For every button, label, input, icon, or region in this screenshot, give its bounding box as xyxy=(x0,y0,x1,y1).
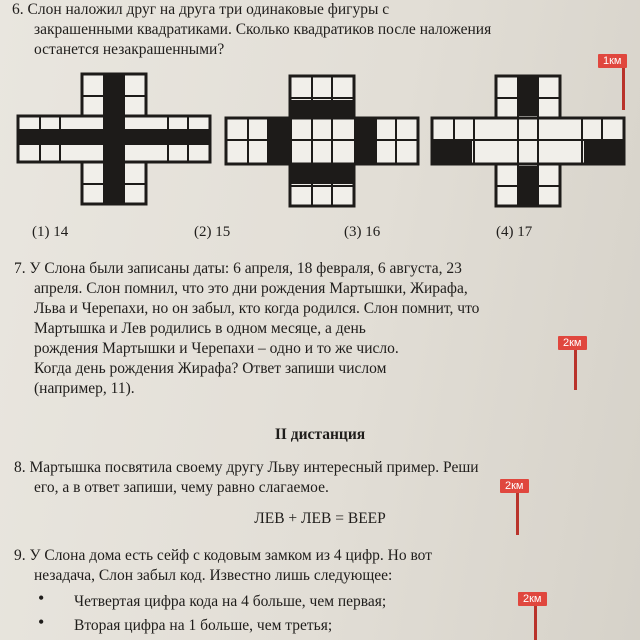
figure-3-grid xyxy=(430,74,626,208)
distance-sign-1km: 1км xyxy=(598,54,627,68)
figure-1-grid xyxy=(16,72,212,206)
problem9-line-2: незадача, Слон забыл код. Известно лишь следующее: xyxy=(34,567,393,584)
figure-2-grid xyxy=(224,74,420,208)
sign-pole xyxy=(534,606,537,640)
distance-sign-2km: 2км xyxy=(500,479,529,493)
option-4[interactable]: (4) 17 xyxy=(496,224,533,240)
option-1[interactable]: (1) 14 xyxy=(32,224,69,240)
distance-sign-2km: 2км xyxy=(518,592,547,606)
problem6-line-2: закрашенными квадратиками. Сколько квадратиков после наложения xyxy=(34,21,492,38)
problem6-line-3: останется незакрашенными? xyxy=(34,41,225,58)
sign-pole xyxy=(516,493,519,535)
problem6-line-1: 6. Слон наложил друг на друга три одинаковые фигуры с xyxy=(12,1,390,18)
problem9-bullet-2: Вторая цифра на 1 больше, чем третья; xyxy=(74,617,333,634)
problem7-line-5: рождения Мартышки и Черепахи – одно и то же число. xyxy=(34,340,399,357)
problem7-line-1: 7. У Слона были записаны даты: 6 апреля, 18 февраля, 6 августа, 23 xyxy=(14,260,462,277)
problem8-line-1: 8. Мартышка посвятила своему другу Льву интересный пример. Реши xyxy=(14,459,479,476)
problem7-line-6: Когда день рождения Жирафа? Ответ запиши числом xyxy=(34,360,387,377)
problem8-line-2: его, а в ответ запиши, чему равно слагаемое. xyxy=(34,479,329,496)
distance-sign-2km: 2км xyxy=(558,336,587,350)
problem7-line-3: Льва и Черепахи, но он забыл, кто когда родился. Слон помнит, что xyxy=(34,300,480,317)
option-2[interactable]: (2) 15 xyxy=(194,224,231,240)
section-title: II дистанция xyxy=(274,426,366,443)
problem9-bullet-1: Четвертая цифра кода на 4 больше, чем первая; xyxy=(74,593,387,610)
bullet-icon: • xyxy=(38,588,45,608)
sign-pole xyxy=(574,350,577,390)
problem8-equation: ЛЕВ + ЛЕВ = ВЕЕР xyxy=(254,510,386,527)
option-3[interactable]: (3) 16 xyxy=(344,224,381,240)
problem7-line-4: Мартышка и Лев родились в одном месяце, а день xyxy=(34,320,366,337)
problem9-line-1: 9. У Слона дома есть сейф с кодовым замком из 4 цифр. Но вот xyxy=(14,547,432,564)
problem7-line-7: (например, 11). xyxy=(34,380,135,397)
bullet-icon: • xyxy=(38,612,45,632)
problem7-line-2: апреля. Слон помнил, что это дни рождения Мартышки, Жирафа, xyxy=(34,280,468,297)
